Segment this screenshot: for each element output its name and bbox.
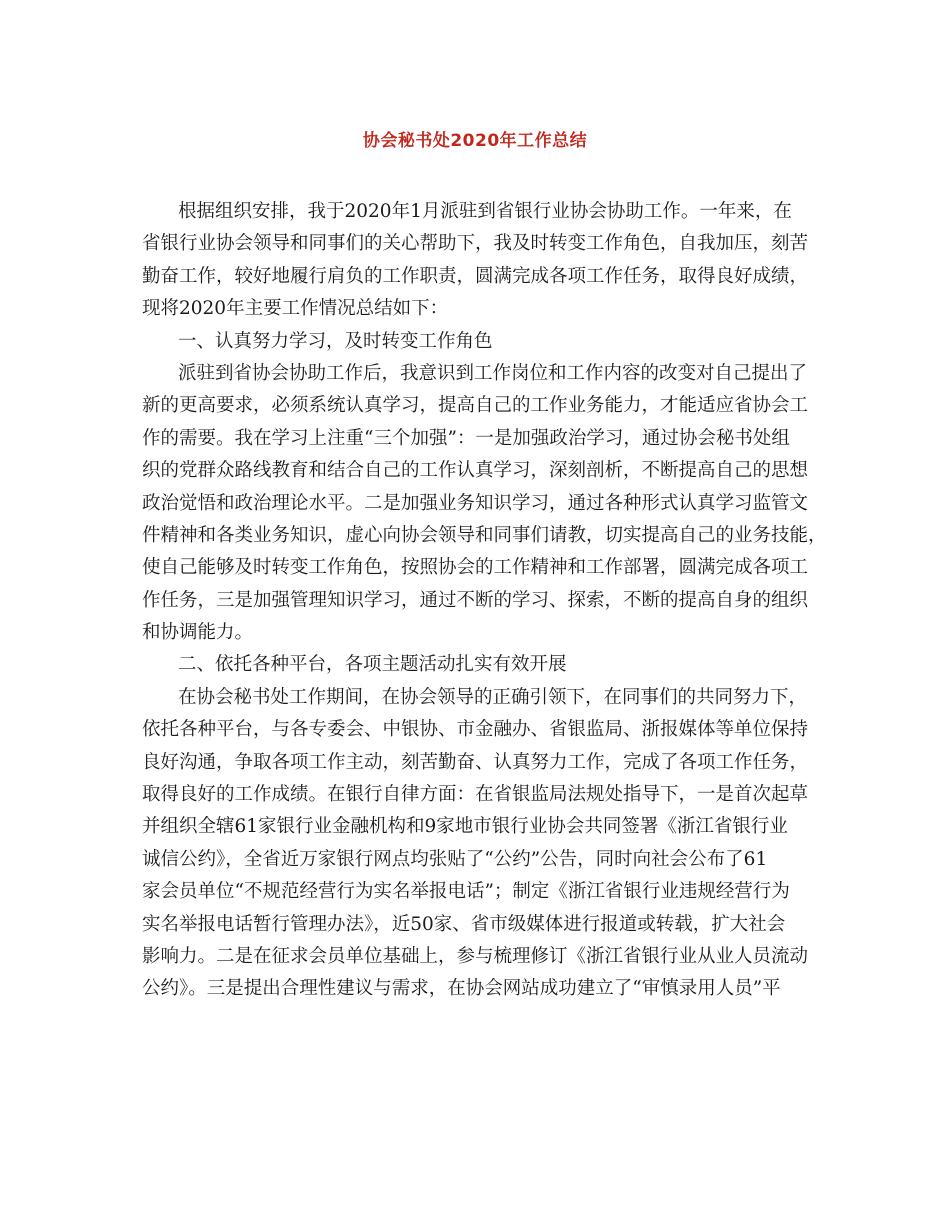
text-line: 政治觉悟和政治理论水平。二是加强业务知识学习，通过各种形式认真学习监管文	[142, 492, 809, 514]
text-line: 现将2020年主要工作情况总结如下：	[142, 298, 449, 320]
section-heading-2: 二、依托各种平台，各项主题活动扎实有效开展	[178, 654, 567, 676]
text-line: 公约》。三是提出合理性建议与需求，在协会网站成功建立了“审慎录用人员”平	[142, 978, 781, 1000]
text-line: 作任务，三是加强管理知识学习，通过不断的学习、探索，不断的提高自身的组织	[142, 589, 809, 611]
text-line: 在协会秘书处工作期间，在协会领导的正确引领下，在同事们的共同努力下，	[178, 686, 808, 708]
text-line: 省银行业协会领导和同事们的关心帮助下，我及时转变工作角色，自我加压，刻苦	[142, 233, 809, 255]
text-line: 新的更高要求，必须系统认真学习，提高自己的工作业务能力，才能适应省协会工	[142, 395, 809, 417]
text-line: 件精神和各类业务知识，虚心向协会领导和同事们请教，切实提高自己的业务技能，	[142, 524, 827, 546]
text-line: 使自己能够及时转变工作角色，按照协会的工作精神和工作部署，圆满完成各项工	[142, 557, 809, 579]
text-line: 和协调能力。	[142, 622, 254, 644]
text-line: 家会员单位“不规范经营行为实名举报电话”；制定《浙江省银行业违规经营行为	[142, 881, 790, 903]
text-line: 作的需要。我在学习上注重“三个加强”：一是加强政治学习，通过协会秘书处组	[142, 427, 790, 449]
text-line: 影响力。二是在征求会员单位基础上，参与梳理修订《浙江省银行业从业人员流动	[142, 945, 809, 967]
section-heading-1: 一、认真努力学习，及时转变工作角色	[178, 330, 493, 352]
text-line: 取得良好的工作成绩。在银行自律方面：在省银监局法规处指导下，一是首次起草	[142, 784, 809, 806]
text-line: 根据组织安排，我于2020年1月派驻到省银行业协会协助工作。一年来，在	[178, 201, 792, 222]
document-body	[142, 196, 827, 1006]
text-line: 诚信公约》，全省近万家银行网点均张贴了“公约”公告，同时向社会公布了61	[142, 848, 768, 870]
text-line: 并组织全辖61家银行业金融机构和9家地市银行业协会共同签署《浙江省银行业	[142, 816, 788, 838]
text-line: 实名举报电话暂行管理办法》，近50家、省市级媒体进行报道或转载，扩大社会	[142, 913, 786, 935]
text-line: 勤奋工作，较好地履行肩负的工作职责，圆满完成各项工作任务，取得良好成绩，	[142, 265, 809, 287]
document-title: 协会秘书处2020年工作总结	[362, 131, 588, 151]
text-line: 良好沟通，争取各项工作主动，刻苦勤奋、认真努力工作，完成了各项工作任务，	[142, 751, 809, 773]
text-line: 依托各种平台，与各专委会、中银协、市金融办、省银监局、浙报媒体等单位保持	[142, 719, 809, 741]
text-line: 派驻到省协会协助工作后，我意识到工作岗位和工作内容的改变对自己提出了	[178, 362, 808, 384]
text-line: 织的党群众路线教育和结合自己的工作认真学习，深刻剖析，不断提高自己的思想	[142, 460, 809, 482]
